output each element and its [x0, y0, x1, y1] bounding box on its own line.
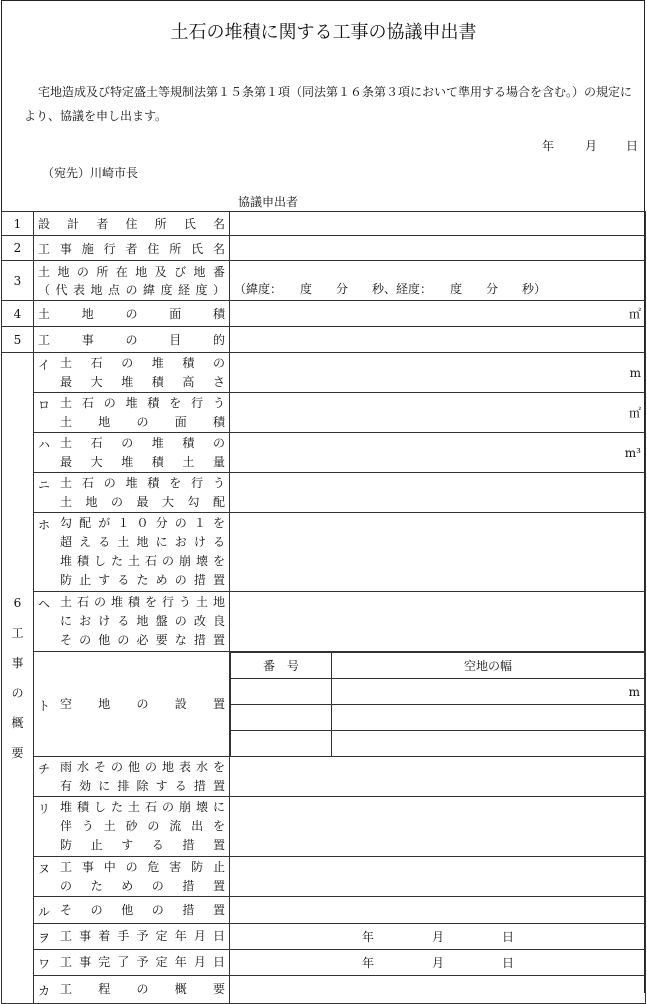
row-number: 5 [2, 327, 34, 353]
row-6-to: ト 空地の設置 番 号 空地の幅 m [2, 652, 646, 757]
completion-date-field[interactable]: 年 月 日 [230, 950, 646, 976]
date-month: 月 [585, 139, 598, 153]
row-number: 1 [2, 212, 34, 236]
open-space-width-field[interactable] [332, 705, 645, 731]
unit-m: m [628, 684, 640, 699]
open-space-width-field[interactable] [332, 679, 645, 705]
row-6-ha: ハ 土石の堆積の 最大堆積土量 m³ [2, 433, 646, 473]
sediment-outflow-field[interactable] [230, 797, 646, 857]
unit-sqm: ㎡ [628, 406, 641, 420]
location-label: 土地の所在地及び地番 [38, 264, 225, 279]
open-space-table [230, 652, 645, 756]
row-6-wo: ヲ 工事着手予定年月日 年 月 日 [2, 924, 646, 950]
intro-text: 宅地造成及び特定盛土等規制法第１５条第１項（同法第１６条第３項において準用する場合を含む。）の規定により、協議を申し出ます。 [24, 85, 633, 123]
designer-label: 設計者住所氏名 [38, 217, 225, 231]
section6-label: 6 工 事 の 概 要 [2, 353, 34, 1004]
max-volume-field[interactable] [230, 433, 646, 473]
application-table [1, 211, 646, 1004]
unit-cubic-m: m³ [624, 445, 641, 460]
row-location [2, 261, 646, 301]
coordinates-label: （代表地点の緯度経度） [38, 282, 225, 297]
start-date-field[interactable]: 年 月 日 [230, 924, 646, 950]
section6-num: 6 [13, 596, 22, 610]
area-field[interactable] [230, 301, 646, 327]
row-6-ru: ル その他の措置 [2, 897, 646, 924]
open-space-number-field[interactable] [231, 679, 332, 705]
applicant-label: 協議申出者 [238, 195, 299, 209]
open-space-number-field[interactable] [231, 705, 332, 731]
col-number-header: 番 号 [231, 653, 332, 679]
row-6-chi: チ 雨水その他の地表水を 有効に排除する措置 [2, 757, 646, 797]
coordinates-template: （緯度： 度 分 秒、経度： 度 分 秒） [234, 282, 547, 296]
row-number: 3 [2, 261, 34, 301]
row-number: 2 [2, 236, 34, 261]
unit-m: m [629, 365, 641, 380]
pile-area-field[interactable] [230, 393, 646, 433]
row-6-i: 6 工 事 の 概 要 イ 土石の堆積の 最大堆積高さ m [2, 353, 646, 393]
designer-field[interactable] [230, 212, 646, 236]
contractor-field[interactable] [230, 236, 646, 261]
contractor-label: 工事施行者住所氏名 [38, 241, 225, 256]
col-width-header: 空地の幅 [332, 653, 645, 679]
row-6-ka: カ 工程の概要 [2, 976, 646, 1004]
row-contractor [2, 236, 646, 261]
purpose-field[interactable] [230, 327, 646, 353]
open-space-width-field[interactable] [332, 731, 645, 757]
key-i: イ [38, 357, 51, 372]
row-6-ni: ニ 土石の堆積を行う 土地の最大勾配 [2, 473, 646, 513]
unit-sqm: ㎡ [628, 307, 641, 321]
max-slope-field[interactable] [230, 473, 646, 513]
row-6-ri: リ 堆積した土石の崩壊に 伴う土砂の流出を 防止する措置 [2, 797, 646, 857]
area-label: 土地の面積 [38, 307, 225, 321]
schedule-overview-field[interactable] [230, 976, 646, 1004]
row-purpose [2, 327, 646, 353]
form-title: 土石の堆積に関する工事の協議申出書 [170, 22, 477, 43]
collapse-prevention-field[interactable] [230, 513, 646, 592]
ground-improvement-field[interactable] [230, 592, 646, 652]
row-6-ho: ホ 勾配が１０分の１を 超える土地における 堆積した土石の崩壊を 防止するための措置 [2, 513, 646, 592]
row-6-he: ヘ 土石の堆積を行う土地 における地盤の改良 その他の必要な措置 [2, 592, 646, 652]
open-space-number-field[interactable] [231, 731, 332, 757]
row-6-nu: ヌ 工事中の危害防止 のための措置 [2, 857, 646, 897]
location-field[interactable] [230, 261, 646, 301]
date-day: 日 [626, 139, 639, 153]
row-area [2, 301, 646, 327]
row-number: 4 [2, 301, 34, 327]
row-designer [2, 212, 646, 236]
max-height-field[interactable] [230, 353, 646, 393]
date-year: 年 [542, 139, 555, 153]
other-measures-field[interactable] [230, 897, 646, 924]
row-6-ro: ロ 土石の堆積を行う 土地の面積 ㎡ [2, 393, 646, 433]
hazard-prevention-field[interactable] [230, 857, 646, 897]
purpose-label: 工事の目的 [38, 333, 225, 347]
drainage-field[interactable] [230, 757, 646, 797]
addressee: （宛先）川崎市長 [42, 166, 139, 180]
row-6-wa: ワ 工事完了予定年月日 年 月 日 [2, 950, 646, 976]
